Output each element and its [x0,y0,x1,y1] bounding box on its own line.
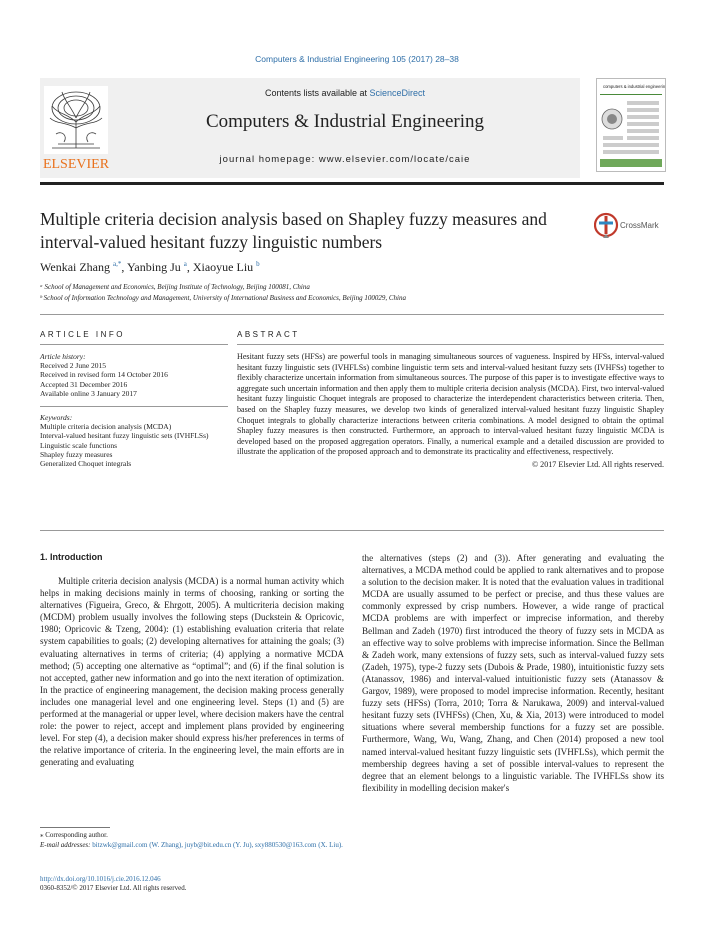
publisher-name: ELSEVIER [42,157,110,172]
article-info [40,352,228,468]
email-addresses[interactable]: bitzwk@gmail.com (W. Zhang), juyb@bit.edu.cn (Y. Ju), sxy880530@163.com (X. Liu). [92,841,343,849]
footnote [40,830,344,850]
keywords-rule [40,406,228,407]
elsevier-logo[interactable] [42,84,110,174]
intro-left-column: Multiple criteria decision analysis (MCDA) is a normal human activity which helps in making decisions mainly in terms of choosing, ranking or sorting the alternatives (Figueira, Greco, & Ehrgott, 2005). A multicriteria decision making (MCDM) problem usually involves the following steps (Duckstein & Opricovic, 1980; Opricovic & Tzeng, 2004): (1) establishing evaluation criteria that relate system capabilities to goals; (2) developing alternatives for attaining the goals; (3) evaluating alternatives in terms of criteria; (4) applying a normative MCDA method; (5) accepting one alternative as “optimal”; and (6) if the final solution is not accepted, gather new information and go into the next iteration of optimization. In the practice of engineering management, the decision making process generally includes one managerial level and one engineering level. Steps (1) and (5) are performed at the managerial or upper level, where decision makers have the central role: the power to reject, accept and implement plans provided by engineering level. For step (4), a decision maker should express his/her preferences in terms of the relative importance of criteria. In the engineering level, the main efforts are in generating and evaluating [40,576,344,768]
author-2[interactable]: Yanbing Ju $^a$ [126,260,187,274]
history-item: Accepted 31 December 2016 [40,379,128,389]
doi-link[interactable]: http://dx.doi.org/10.1016/j.cie.2016.12.046 [40,875,161,883]
banner-separator [40,182,664,185]
article-title: Multiple criteria decision analysis based on Shapley fuzzy measures and interval-valued hesitant fuzzy linguistic numbers [40,209,547,252]
cover-title: computers & industrial engineering [603,84,665,89]
author-1[interactable]: Wenkai Zhang $^{a,*}$ [40,260,122,274]
keyword: Generalized Choquet integrals [40,459,132,469]
contents-prefix: Contents lists available at [264,88,370,98]
intro-right-column: the alternatives (steps (2) and (3)). After generating and evaluating the alternatives, a MCDA method could be applied to rank alternatives and to propose a solution to the decision maker. It is noted that the evaluation values in traditional MCDA are usually assumed to be perfect or precise, and thus these values are commonly expressed by crisp numbers. However, a wide range of practical MCDA problems are with imperfect or imprecise information, and thereby Bellman and Zadeh (1970) first introduced the theory of fuzzy sets in MCDA as an effective way to solve problems with imprecise information. Since the Bellman & Zadeh work, many extensions of fuzzy sets, such as interval-valued fuzzy sets (Zadeh, 1975), type-2 fuzzy sets (Dubois & Prade, 1980), intuitionistic fuzzy sets (Atanassov, 1986) and interval-valued intuitionistic fuzzy sets (Atanassov & Gargov, 1989), were proposed to model imprecise information. Recently, hesitant fuzzy sets (HFSs) (Torra, 2010; Torra & Narukawa, 2009) and interval-valued hesitant fuzzy sets (IVHFSs) (Chen, Xu, & Xia, 2013) were introduced to model situations where several membership functions for a fuzzy set are possible. Furthermore, Wang, Wu, Wang, Zhang, and Chen (2014) proposed a new tool named interval-valued hesitant fuzzy linguistic sets (IVHFLSs), which permit the membership degrees having a set of possible interval-values to represent the degree that an element belongs to a linguistic variable. The IVHFLSs show its flexibility in modelling decision maker's [362,553,664,793]
copyright-notice: © 2017 Elsevier Ltd. All rights reserved. [531,459,664,469]
email-label: E-mail addresses: [40,841,91,849]
author-3[interactable]: Xiaoyue Liu $^b$ [192,260,260,274]
keyword: Interval-valued hesitant fuzzy linguistic sets (IVHFLSs) [40,431,209,441]
homepage-line [110,154,580,165]
cover-image [597,79,665,171]
homepage-prefix: journal homepage: [219,154,319,165]
crossmark-label: CrossMark [620,221,659,230]
footnote-rule [40,827,110,828]
keyword: Shapley fuzzy measures [40,449,113,459]
affiliation-a: ᵃ School of Management and Economics, Beijing Institute of Technology, Beijing 100081, China [40,283,310,291]
abstract-bottom-rule [40,530,664,531]
keywords-label: Keywords: [40,413,73,423]
affiliation-b: ᵇ School of Information Technology and Management, University of International Business and Economics, Beijing 100029, China [40,294,406,302]
doi-block [40,875,360,893]
homepage-url[interactable]: www.elsevier.com/locate/caie [318,154,471,165]
history-item: Received in revised form 14 October 2016 [40,370,168,380]
keyword: Linguistic scale functions [40,440,118,450]
article-info-rule [40,344,228,345]
header-rule [40,314,664,315]
abstract-text: Hesitant fuzzy sets (HFSs) are powerful tools in managing simultaneous sources of vagueness. Inspired by HFSs, interval-valued hesitant fuzzy linguistic sets (IVHFLSs) combine linguistic term sets and interval-valued hesitant fuzzy sets (IVHFSs) together to flexibly characterize uncertain information from simultaneous sources. The purpose of this paper is to investigate effective ways to aggregate such uncertain information and then apply them to multiple criteria decision analysis (MCDA). First, two interval-valued hesitant fuzzy linguistic Choquet integrals are proposed to characterize the interdependent characteristics between criteria. Then, based on the Shapley fuzzy measures, we develop two kinds of generalized interval-valued hesitant fuzzy linguistic Shapley Choquet integrals to globally characterize interactions between criteria combinations. A model designed to obtain the optimal Shapley fuzzy measures is then constructed. Furthermore, an approach to interval-valued hesitant fuzzy linguistic MCDA is developed based on the proposed aggregation operators. Finally, a numerical example and a detailed discussion are provided to illustrate the application of the proposed approach and to demonstrate its practicality and effectiveness, respectively. [237,352,664,457]
crossmark-icon [594,212,666,240]
section-heading-introduction: 1. Introduction [40,552,103,562]
history-item: Available online 3 January 2017 [40,388,137,398]
corresponding-author-note: ⁎ Corresponding author. [40,831,108,839]
journal-reference[interactable]: Computers & Industrial Engineering 105 (2017) 28–38 [255,54,459,64]
issn-line: 0360-8352/© 2017 Elsevier Ltd. All rights reserved. [40,884,187,892]
journal-cover-thumbnail[interactable] [596,78,666,172]
abstract-rule [237,344,664,345]
sciencedirect-link[interactable]: ScienceDirect [369,88,426,98]
abstract-body [237,352,664,471]
history-item: Received 2 June 2015 [40,361,107,371]
contents-line [110,88,580,98]
abstract-heading: ABSTRACT [237,330,300,339]
journal-title: Computers & Industrial Engineering [205,111,485,132]
article-info-heading: ARTICLE INFO [40,330,125,339]
keyword: Multiple criteria decision analysis (MCDA) [40,422,172,432]
crossmark-badge[interactable] [594,212,666,240]
history-label: Article history: [40,352,86,361]
author-list: Wenkai Zhang $^{a,*}$, Yanbing Ju $^a$, Xiaoyue Liu $^b$ [40,260,260,274]
